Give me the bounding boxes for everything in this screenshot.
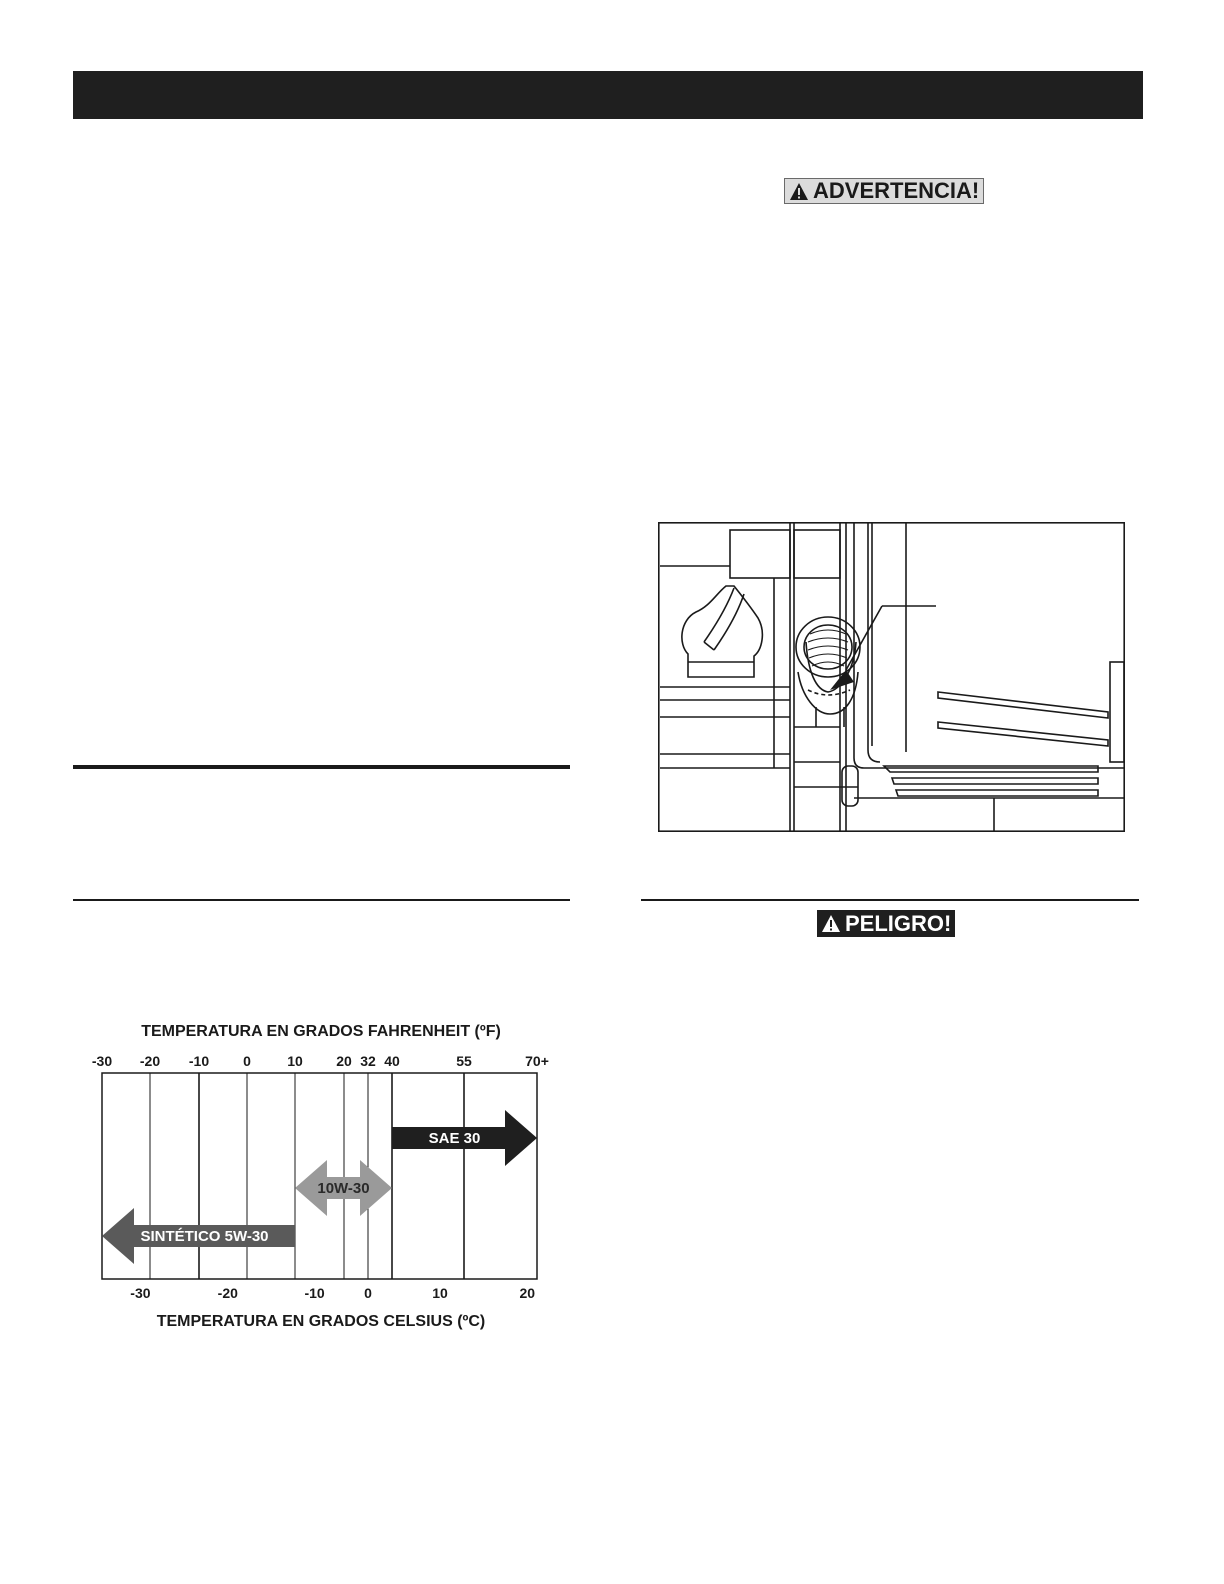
warning-triangle-icon <box>789 182 809 201</box>
fahrenheit-tick-label: -30 <box>91 1053 113 1069</box>
celsius-tick-label: -20 <box>217 1285 238 1301</box>
danger-label: PELIGRO! <box>845 910 952 936</box>
celsius-tick-label: 10 <box>432 1285 448 1301</box>
section-divider-left <box>73 899 570 901</box>
celsius-tick-label: 20 <box>519 1285 536 1301</box>
fahrenheit-tick-label: 0 <box>243 1053 251 1069</box>
fahrenheit-tick-label: -20 <box>139 1053 161 1069</box>
fahrenheit-tick-label: 40 <box>384 1053 400 1069</box>
series-label: 10W-30 <box>317 1180 370 1197</box>
warning-badge <box>784 178 984 204</box>
danger-badge <box>817 910 955 937</box>
fahrenheit-tick-label: 70+ <box>525 1053 549 1069</box>
section-divider-thick <box>73 765 570 769</box>
chart-xlabel: TEMPERATURA EN GRADOS CELSIUS (ºC) <box>156 1313 486 1330</box>
section-divider-right <box>641 899 1139 901</box>
section-header-bar <box>73 71 1143 119</box>
fahrenheit-tick-label: 20 <box>336 1053 352 1069</box>
warning-label: ADVERTENCIA! <box>813 178 980 203</box>
chart-title: TEMPERATURA EN GRADOS FAHRENHEIT (ºF) <box>141 1023 501 1040</box>
celsius-tick-label: 0 <box>364 1285 372 1301</box>
fahrenheit-tick-label: 10 <box>287 1053 303 1069</box>
fahrenheit-tick-label: 32 <box>360 1053 376 1069</box>
fahrenheit-tick-label: 55 <box>456 1053 472 1069</box>
series-label: SINTÉTICO 5W-30 <box>140 1228 269 1245</box>
series-label: SAE 30 <box>428 1130 481 1147</box>
celsius-tick-label: -30 <box>130 1285 151 1301</box>
celsius-tick-label: -10 <box>304 1285 325 1301</box>
warning-triangle-icon <box>821 914 841 933</box>
oil-temperature-chart <box>80 1010 560 1350</box>
oil-fill-illustration <box>658 522 1125 832</box>
fahrenheit-tick-label: -10 <box>188 1053 210 1069</box>
